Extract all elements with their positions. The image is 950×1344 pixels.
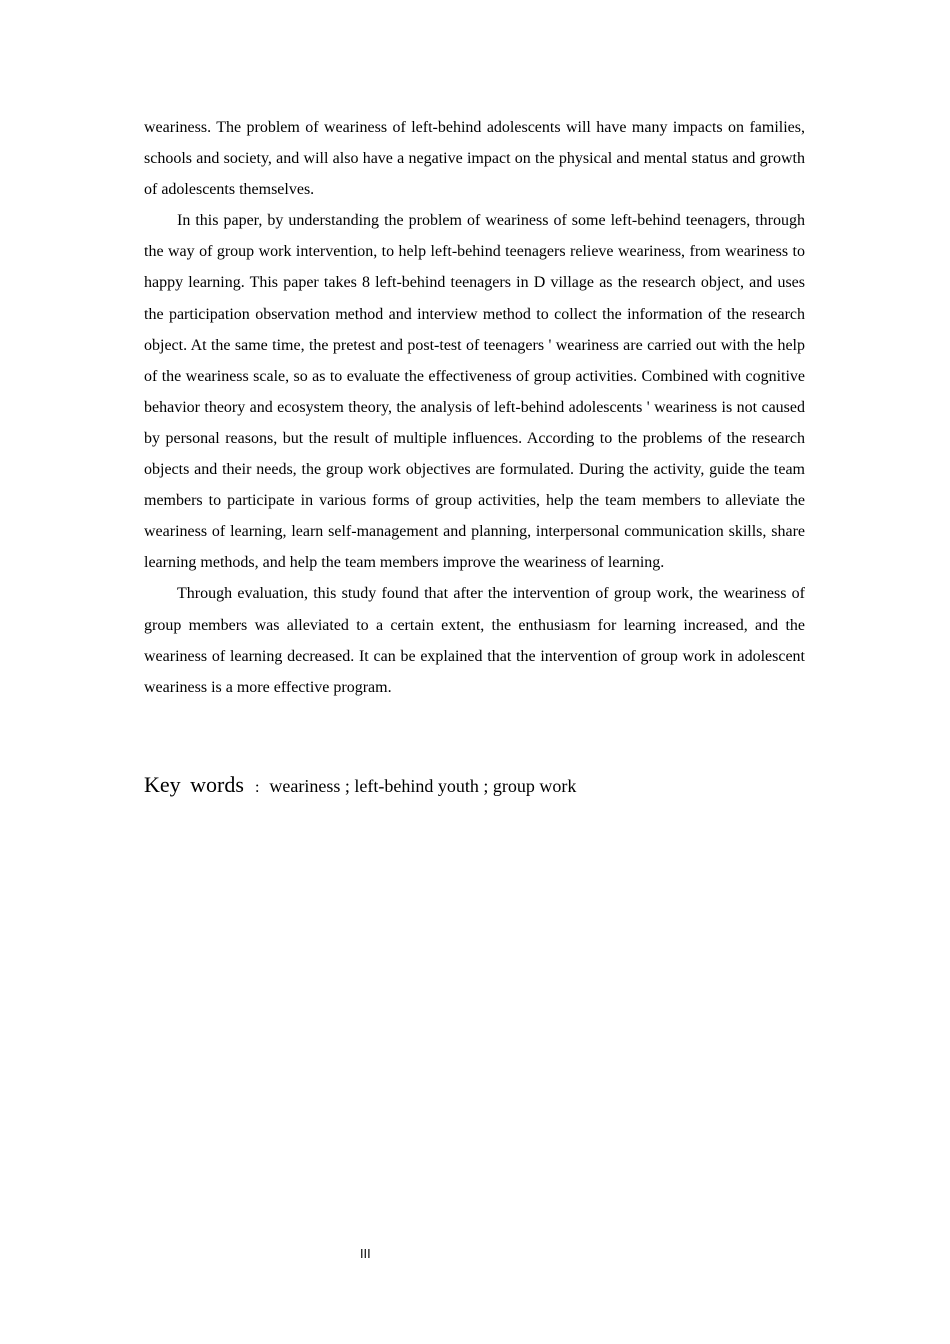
keywords-label: Key words [144,772,244,797]
abstract-paragraph-continued: weariness. The problem of weariness of left-behind adolescents will have many impacts on families, schools and society, and will also have a negative impact on the physical and mental status and growth of adolescents themselves. [144,119,805,199]
keywords-separator: : [254,779,260,796]
keywords-line [144,772,805,798]
abstract-body [144,112,805,703]
abstract-paragraph-conclusion: Through evaluation, this study found that after the intervention of group work, the weariness of group members was alleviated to a certain extent, the enthusiasm for learning increased, and the weariness of learning decreased. It can be explained that the intervention of group work in adolescent weariness is a more effective program. [144,585,805,696]
keywords-values: weariness ; left-behind youth ; group work [269,776,577,796]
abstract-paragraph-method: In this paper, by understanding the problem of weariness of some left-behind teenagers, through the way of group work intervention, to help left-behind teenagers relieve weariness, from weariness to happy learning. This paper takes 8 left-behind teenagers in D village as the research object, and uses the participation observation method and interview method to collect the information of the research object. At the same time, the pretest and post-test of teenagers ' weariness are carried out with the help of the weariness scale, so as to evaluate the effectiveness of group activities. Combined with cognitive behavior theory and ecosystem theory, the analysis of left-behind adolescents ' weariness is not caused by personal reasons, but the result of multiple influences. According to the problems of the research objects and their needs, the group work objectives are formulated. During the activity, guide the team members to participate in various forms of group activities, help the team members to alleviate the weariness of learning, learn self-management and planning, interpersonal communication skills, share learning methods, and help the team members improve the weariness of learning. [144,212,805,572]
page-number: III [360,1247,371,1261]
